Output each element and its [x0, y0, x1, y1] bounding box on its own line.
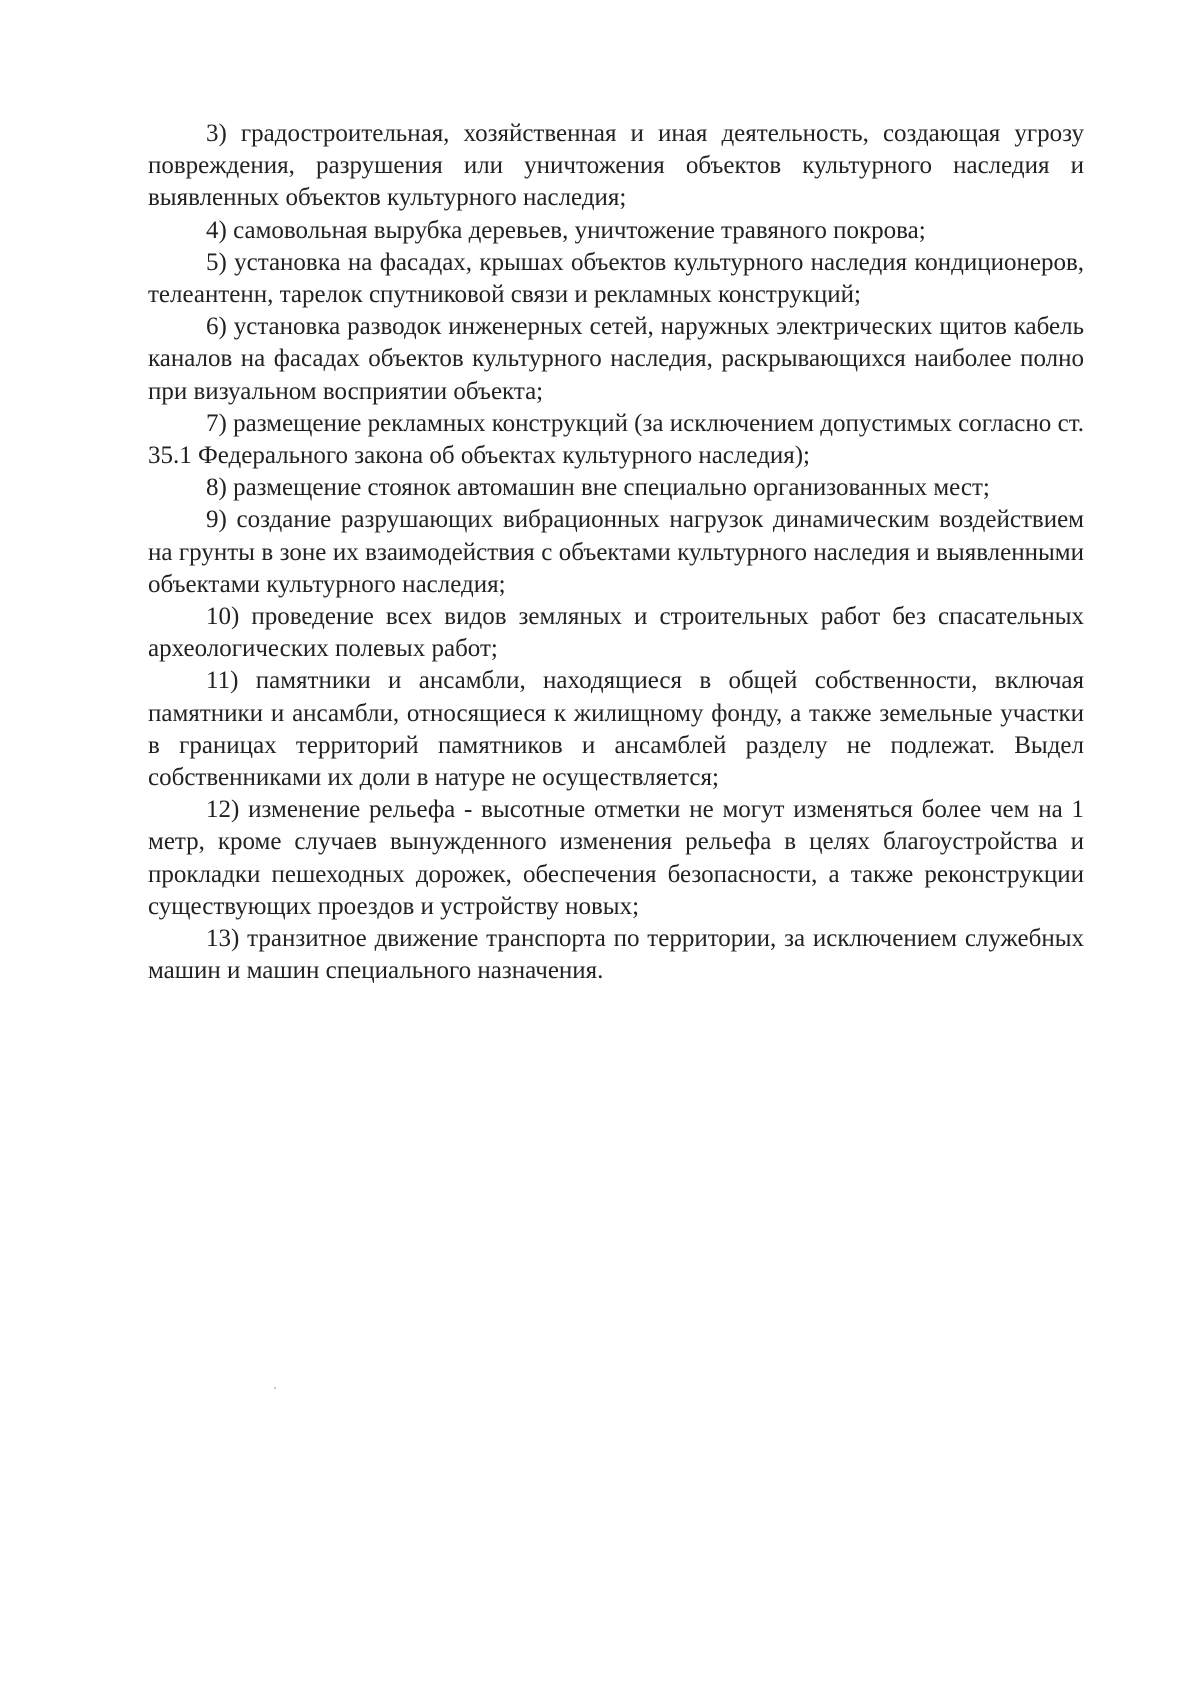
list-item: 11) памятники и ансамбли, находящиеся в общей собственности, включая памятники и ансамбли, относящиеся к жилищному фонду, а также земельные участки в границах территорий памятников и ансамблей разделу не подлежат. Выдел собственниками их доли в натуре не осуществляется;	[148, 667, 1084, 792]
scan-speck	[274, 1387, 276, 1389]
list-item: 4) самовольная вырубка деревьев, уничтожение травяного покрова;	[206, 216, 926, 244]
list-item: 8) размещение стоянок автомашин вне специально организованных мест;	[206, 474, 990, 502]
list-item: 12) изменение рельефа - высотные отметки не могут изменяться более чем на 1 метр, кроме случаев вынужденного изменения рельефа в целях благоустройства и прокладки пешеходных дорожек, обеспечения безопасности, а также реконструкции существующих проездов и устройству новых;	[148, 796, 1084, 920]
list-item: 13) транзитное движение транспорта по территории, за исключением служебных машин и машин специального назначения.	[148, 925, 1084, 985]
restrictions-list	[148, 118, 1084, 987]
list-item: 6) установка разводок инженерных сетей, наружных электрических щитов кабель каналов на фасадах объектов культурного наследия, раскрывающихся наиболее полно при визуальном восприятии объекта;	[148, 313, 1084, 405]
list-item: 9) создание разрушающих вибрационных нагрузок динамическим воздействием на грунты в зоне их взаимодействия с объектами культурного наследия и выявленными объектами культурного наследия;	[148, 506, 1084, 598]
list-item: 3) градостроительная, хозяйственная и иная деятельность, создающая угрозу повреждения, разрушения или уничтожения объектов культурного наследия и выявленных объектов культурного наследия;	[148, 120, 1084, 212]
list-item: 10) проведение всех видов земляных и строительных работ без спасательных археологических полевых работ;	[148, 603, 1084, 663]
list-item: 7) размещение рекламных конструкций (за исключением допустимых согласно ст. 35.1 Федерального закона об объектах культурного наследия);	[148, 409, 1084, 470]
list-item: 5) установка на фасадах, крышах объектов культурного наследия кондиционеров, телеантенн, тарелок спутниковой связи и рекламных конструкций;	[148, 248, 1084, 309]
